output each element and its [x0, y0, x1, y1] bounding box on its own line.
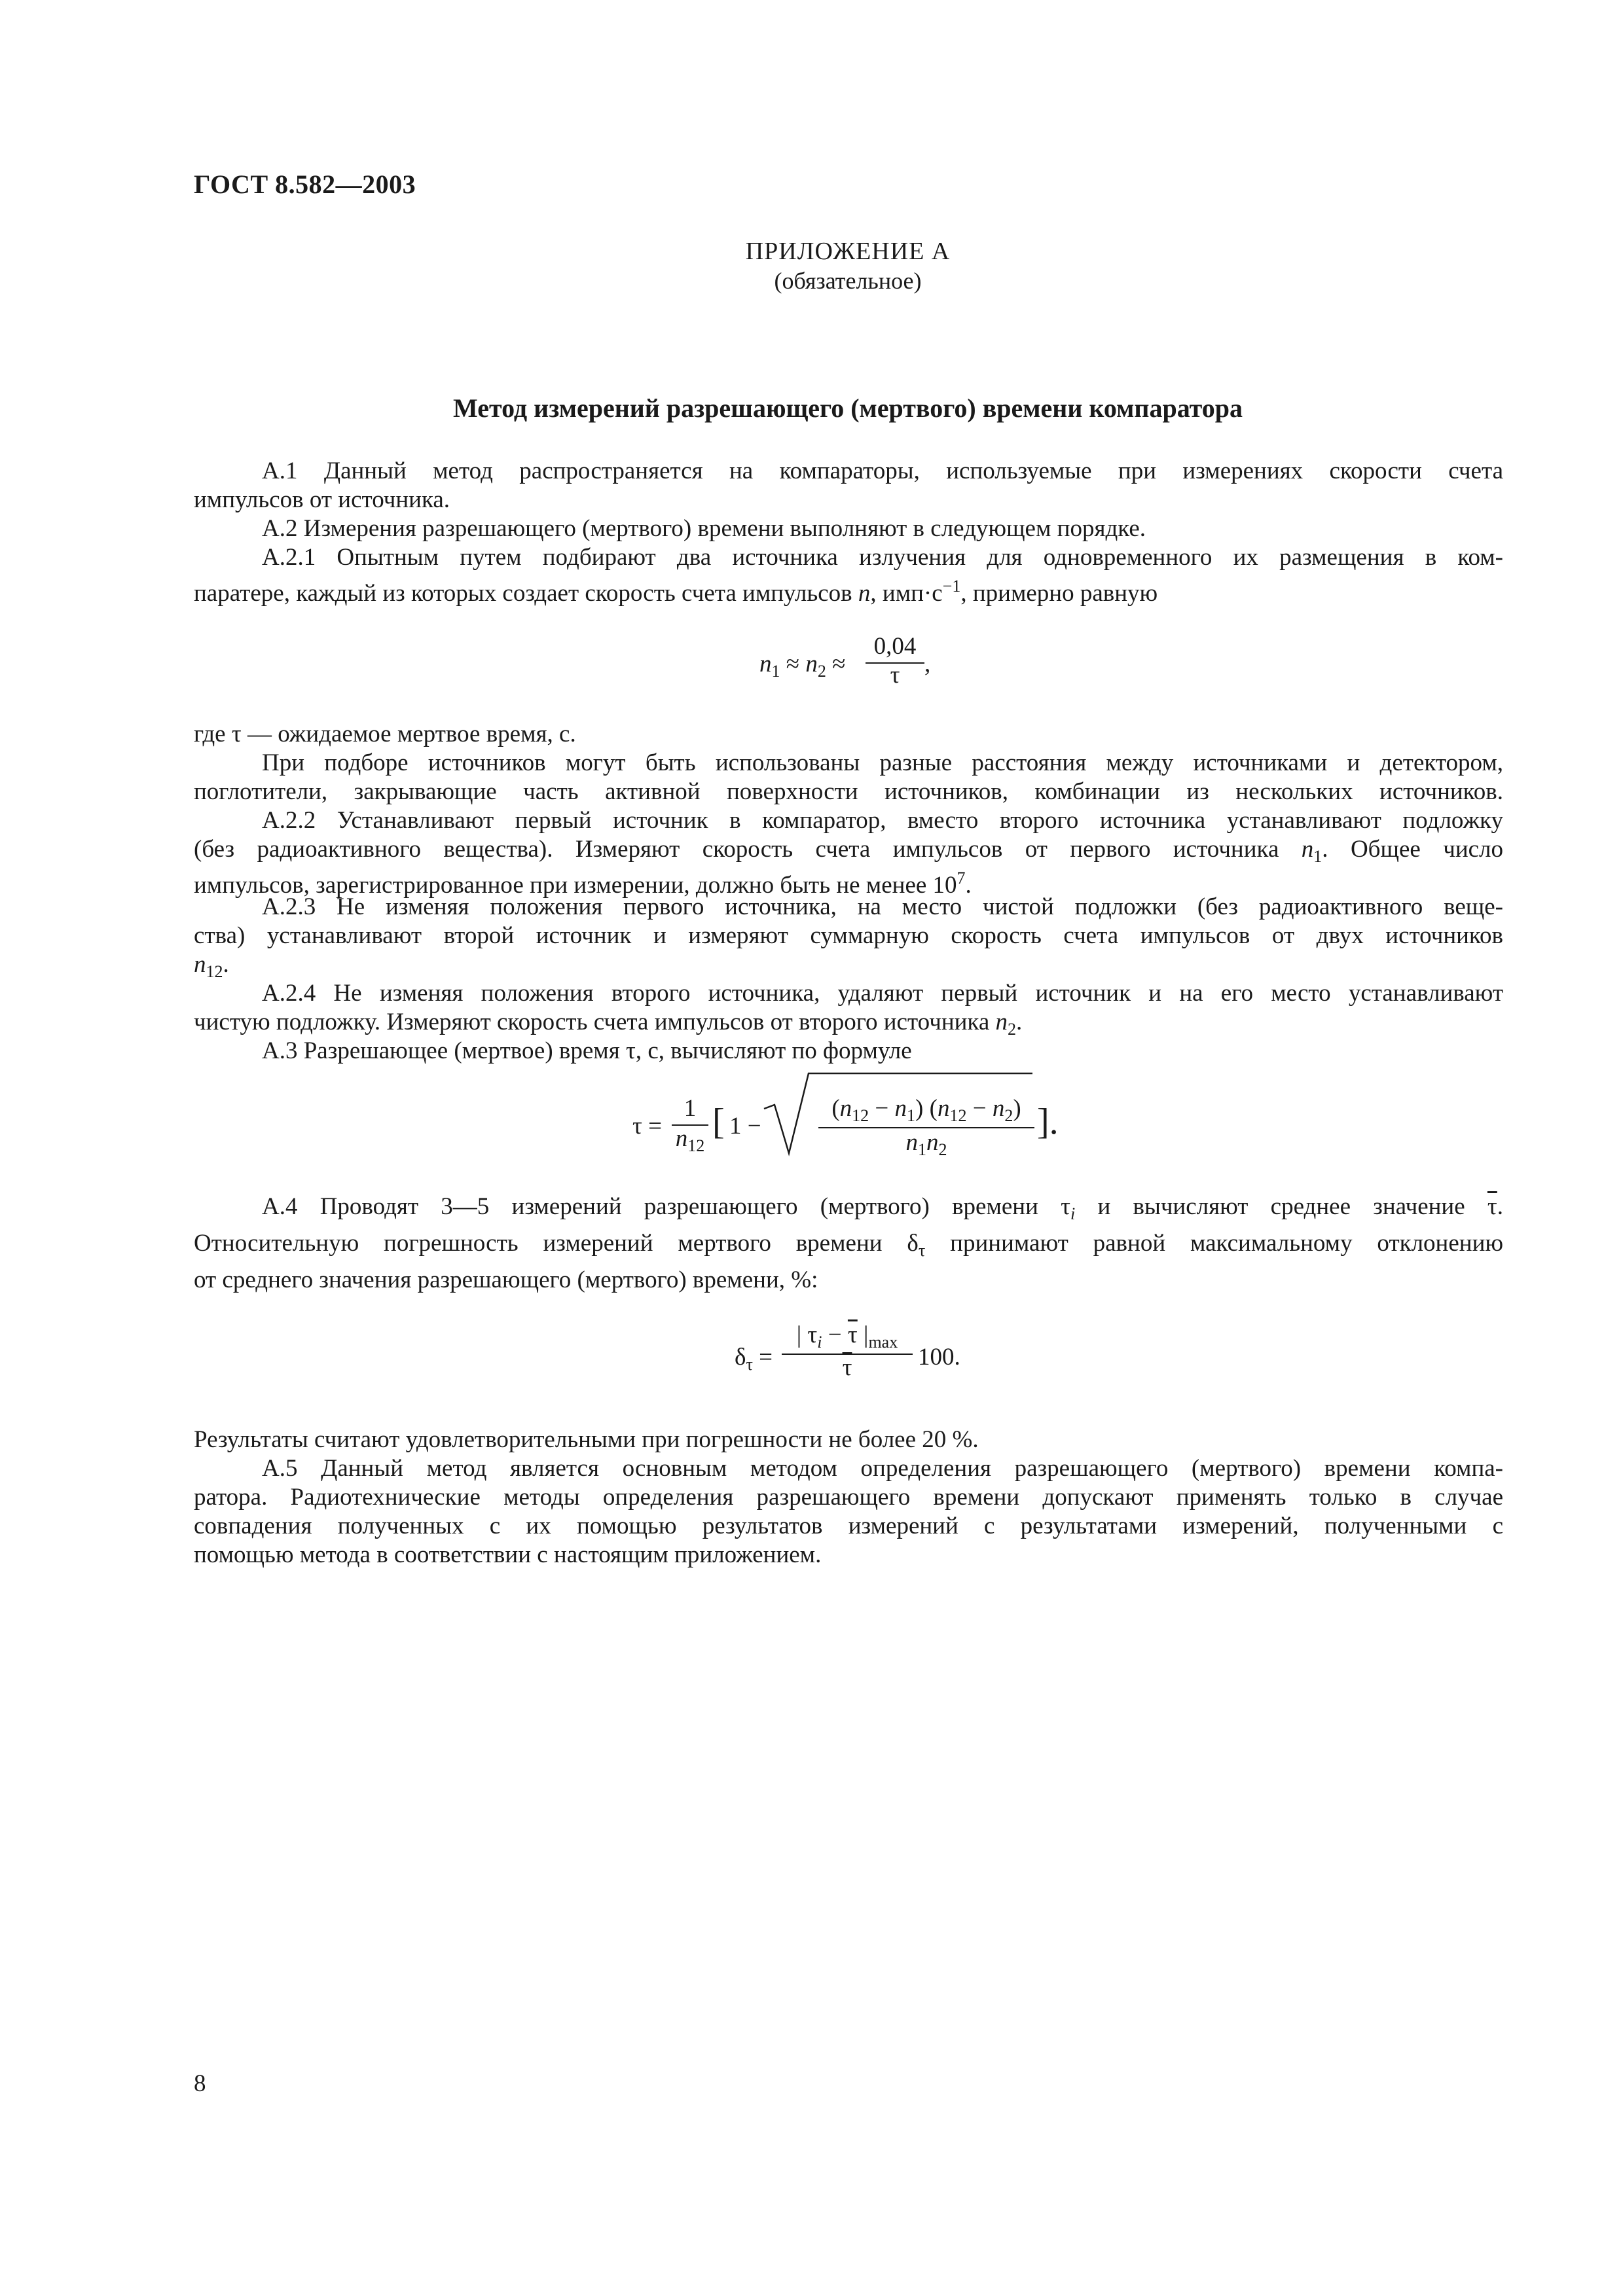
paragraph-a4-line2: Относительную погрешность измерений мертвого времени $\delta_\tau$ принимают равной максимальному отклонению: [194, 1230, 1504, 1260]
paragraph-a21-line1: А.2.1 Опытным путем подбирают два источника излучения для одновременного их размещения в ком-: [262, 544, 1503, 571]
paragraph-a2: А.2 Измерения разрешающего (мертвого) времени выполняют в следующем порядке.: [262, 515, 1146, 542]
formula1-denominator: τ: [890, 662, 900, 689]
paragraph-a24-line1: А.2.4 Не изменяя положения второго источника, удаляют первый источник и на его место устанавливают: [262, 980, 1503, 1007]
paragraph-results: Результаты считают удовлетворительными при погрешности не более 20 %.: [194, 1426, 979, 1453]
paragraph-a21-line2: паратере, каждый из которых создает скорость счета импульсов n, $имп\cdot с^{-1}$, примерно равную: [194, 577, 1158, 607]
paragraph-selection-line1: При подборе источников могут быть использованы разные расстояния между источниками и детектором,: [262, 749, 1503, 776]
paragraph-a22-line2: (без радиоактивного вещества). Измеряют скорость счета импульсов от первого источника $n_1$. Общее число: [194, 836, 1504, 866]
paragraph-a22-line1: А.2.2 Устанавливают первый источник в компаратор, вместо второго источника устанавливают подложку: [262, 807, 1503, 834]
formula1-numerator: 0,04: [873, 633, 917, 660]
paragraph-a24-line2: чистую подложку. Измеряют скорость счета импульсов от второго источника $n_2$.: [194, 1009, 1023, 1039]
paragraph-a5-line3: совпадения полученных с их помощью результатов измерений с результатами измерений, полученными с: [194, 1513, 1503, 1539]
where-tau: где τ — ожидаемое мертвое время, с.: [194, 721, 576, 747]
paragraph-a1-line1: А.1 Данный метод распространяется на компараторы, используемые при измерениях скорости счета: [262, 457, 1503, 484]
appendix-title: ПРИЛОЖЕНИЕ А: [745, 238, 951, 265]
section-title: Метод измерений разрешающего (мертвого) времени компаратора: [452, 393, 1243, 423]
paragraph-a4-line1: А.4 Проводят 3—5 измерений разрешающего (мертвого) времени $\tau_i$ и вычисляют среднее значение $\overline{\tau}$.: [262, 1193, 1504, 1223]
paragraph-a23-line2: ства) устанавливают второй источник и измеряют суммарную скорость счета импульсов от двух источников: [194, 922, 1503, 949]
paragraph-a22-line3: импульсов, зарегистрированное при измерении, должно быть не менее $10^7$.: [194, 869, 972, 899]
appendix-subtitle: (обязательное): [774, 268, 922, 294]
paragraph-a23-line1: А.2.3 Не изменяя положения первого источника, на место чистой подложки (без радиоактивного веще-: [262, 893, 1503, 920]
page-number: 8: [194, 2070, 206, 2097]
paragraph-a3: А.3 Разрешающее (мертвое) время τ, с, вычисляют по формуле: [262, 1037, 912, 1064]
formula3-tail: 100.: [918, 1344, 960, 1371]
paragraph-a5-line2: ратора. Радиотехнические методы определения разрешающего времени допускают применять только в случае: [194, 1484, 1503, 1511]
paragraph-a23-line3: $n_{12}$.: [194, 951, 229, 981]
paragraph-a4-line3: от среднего значения разрешающего (мертвого) времени, %:: [194, 1266, 818, 1293]
paragraph-a5-line4: помощью метода в соответствии с настоящим приложением.: [194, 1541, 822, 1568]
standard-id: ГОСТ 8.582—2003: [194, 170, 416, 199]
paragraph-a1-line2: импульсов от источника.: [194, 486, 450, 513]
document-page: ГОСТ 8.582—2003 ПРИЛОЖЕНИЕ А (обязательное) Метод измерений разрешающего (мертвого) времени компаратора А.1 Данный метод распространяется на компараторы, используемые при измерениях скорости счета импульсов от источника. А.2 Измерения разрешающего (мертвого) времени выполняют в следующем порядке. А.2.1 Опытным путем подбирают два источника излучения для одновременного их размещения в ком- паратере, каждый из которых создает скорость счета импульсов n, $имп\cdot с^{-1}$, примерно равную $n_1 \approx n_2$ ≈ 0,04 τ , где τ — ожидаемое мертвое время, с. При подборе источников могут быть использованы разные расстояния между источниками и детектором, поглотители, закрывающие часть активной поверхности источников, комбинации из нескольких источников. А.2.2 Устанавливают первый источник в компаратор, вместо второго источника устанавливают подложку (без радиоактивного вещества). Измеряют скорость счета импульсов от первого источника $n_1$. Общее число импульсов, зарегистрированное при измерении, должно быть не менее $10^7$. А.2.3 Не изменяя положения первого источника, на место чистой подложки (без радиоактивного веще- ства) устанавливают второй источник и измеряют суммарную скорость счета импульсов от двух источников $n_{12}$. А.2.4 Не изменяя положения второго источника, удаляют первый источник и на его место устанавливают чистую подложку. Измеряют скорость счета импульсов от второго источника $n_2$. А.3 Разрешающее (мертвое) время τ, с, вычисляют по формуле τ = 1 $n_{12}$ [ 1 − $(n_{12} - n_1) (n_{12} - n_2)$ $n_1n_2$ ]. А.4 Проводят 3—5 измерений разрешающего (мертвого) времени $\tau_i$ и вычисляют среднее значение $\overline{\tau}$. Относительную погрешность измерений мертвого времени $\delta_\tau$ принимают равной максимальному отклонению от среднего значения разрешающего (мертвого) времени, %: $\delta_\tau$ = | $\tau_i - \overline{\tau}$ $|_{max}$ $\overline{\tau}$ 100. Результаты считают удовлетворительными при погрешности не более 20 %. А.5 Данный метод является основным методом определения разрешающего (мертвого) времени компа- ратора. Радиотехнические методы определения разрешающего времени допускают применять только в случае совпадения полученных с их помощью результатов измерений с результатами измерений, полученными с помощью метода в соответствии с настоящим приложением. 8: [0, 0, 1623, 2296]
paragraph-a5-line1: А.5 Данный метод является основным методом определения разрешающего (мертвого) времени компа-: [262, 1455, 1503, 1482]
paragraph-selection-line2: поглотители, закрывающие часть активной поверхности источников, комбинации из нескольких источников.: [194, 778, 1503, 805]
